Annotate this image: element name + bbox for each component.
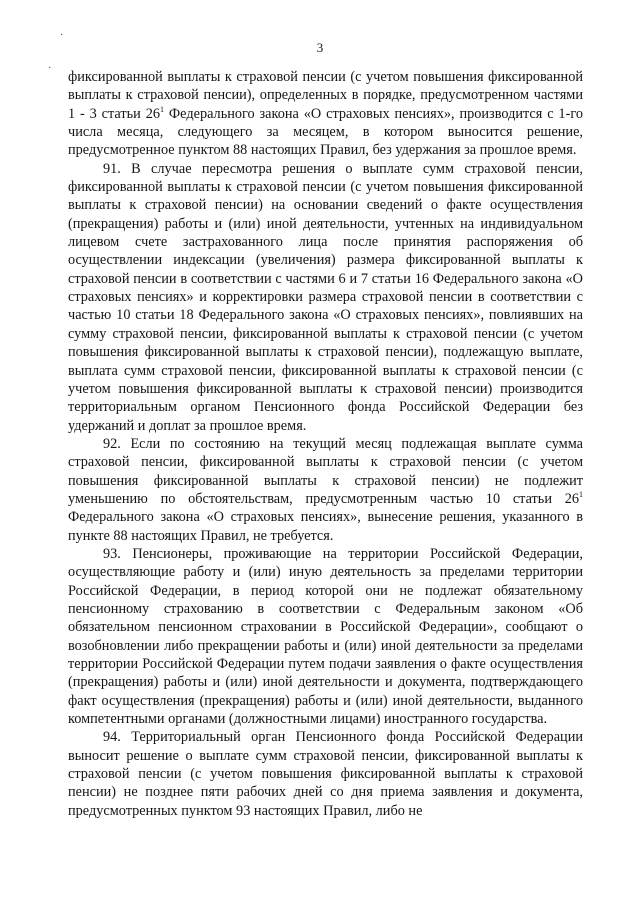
paragraph-91 (68, 160, 583, 435)
paragraph-text: 94. Территориальный орган Пенсионного фонда Российской Федерации выносит решение о выплате сумм страховой пенсии, фиксированной выплаты к страховой пенсии (с учетом повышения фиксированной выплаты к страховой пенсии) не позднее пяти рабочих дней со дня приема заявления и документа, предусмотренных пунктом 93 настоящих Правил, либо не (68, 729, 583, 819)
paragraph-92 (68, 435, 583, 545)
paragraph-continuation (68, 68, 583, 160)
scan-speck: · (60, 30, 64, 41)
superscript: 1 (160, 104, 164, 114)
paragraph-text: 92. Если по состоянию на текущий месяц подлежащая выплате сумма страховой пенсии, фиксированной выплаты к страховой пенсии (с учетом повышения фиксированной выплаты к страховой пенсии) не подлежит уменьшению по обстоятельствам, предусмотренным частью 10 статьи 26 (68, 435, 583, 507)
superscript: 1 (579, 489, 583, 499)
paragraph-text: 91. В случае пересмотра решения о выплате сумм страховой пенсии, фиксированной выплаты к страховой пенсии (с учетом повышения фиксированной выплаты к страховой пенсии) на основании сведений о факте осуществления (прекращения) работы и (или) иной деятельности, учтенных на индивидуальном лицевом счете застрахованного лица после принятия распоряжения об осуществлении индексации (увеличения) размера фиксированной выплаты к страховой пенсии в соответствии с частями 6 и 7 статьи 16 Федерального закона «О страховых пенсиях» и корректировки размера страховой пенсии в соответствии с частью 10 статьи 18 Федерального закона «О страховых пенсиях», повлиявших на сумму страховой пенсии, фиксированной выплаты к страховой пенсии (с учетом повышения фиксированной выплаты к страховой пенсии), подлежащую выплате, выплата сумм страховой пенсии, фиксированной выплаты к страховой пенсии (с учетом повышения фиксированной выплаты к страховой пенсии) производится территориальным органом Пенсионного фонда Российской Федерации без удержаний и доплат за прошлое время. (68, 160, 583, 434)
paragraph-text: фиксированной выплаты к страховой пенсии (с учетом повышения фиксированной выплаты к страховой пенсии), определенных в порядке, предусмотренном частями 1 - 3 статьи 26 (68, 69, 583, 122)
paragraph-text: Федерального закона «О страховых пенсиях», вынесение решения, указанного в пункте 88 настоящих Правил, не требуется. (68, 509, 583, 544)
paragraph-94 (68, 728, 583, 820)
document-body (68, 68, 583, 820)
page-number: 3 (316, 40, 324, 55)
paragraph-text: Федерального закона «О страховых пенсиях», производится с 1-го числа месяца, следующего за месяцем, в котором выносится решение, предусмотренное пунктом 88 настоящих Правил, без удержания за прошлое время. (68, 105, 583, 159)
scan-speck: · (48, 63, 52, 74)
paragraph-93 (68, 545, 583, 728)
paragraph-text: 93. Пенсионеры, проживающие на территории Российской Федерации, осуществляющие работу и (или) иную деятельность за пределами территории Российской Федерации, в период которой они не подлежат обязательному пенсионному страхованию в соответствии с Федеральным законом «Об обязательном пенсионном страховании в Российской Федерации», сообщают о возобновлении либо прекращении работы и (или) иной деятельности за пределами территории Российской Федерации путем подачи заявления о факте осуществления (прекращения) работы и (или) иной деятельности и документа, подтверждающего факт осуществления (прекращения) работы и (или) иной деятельности, выданного компетентными органами (должностными лицами) иностранного государства. (68, 545, 583, 728)
